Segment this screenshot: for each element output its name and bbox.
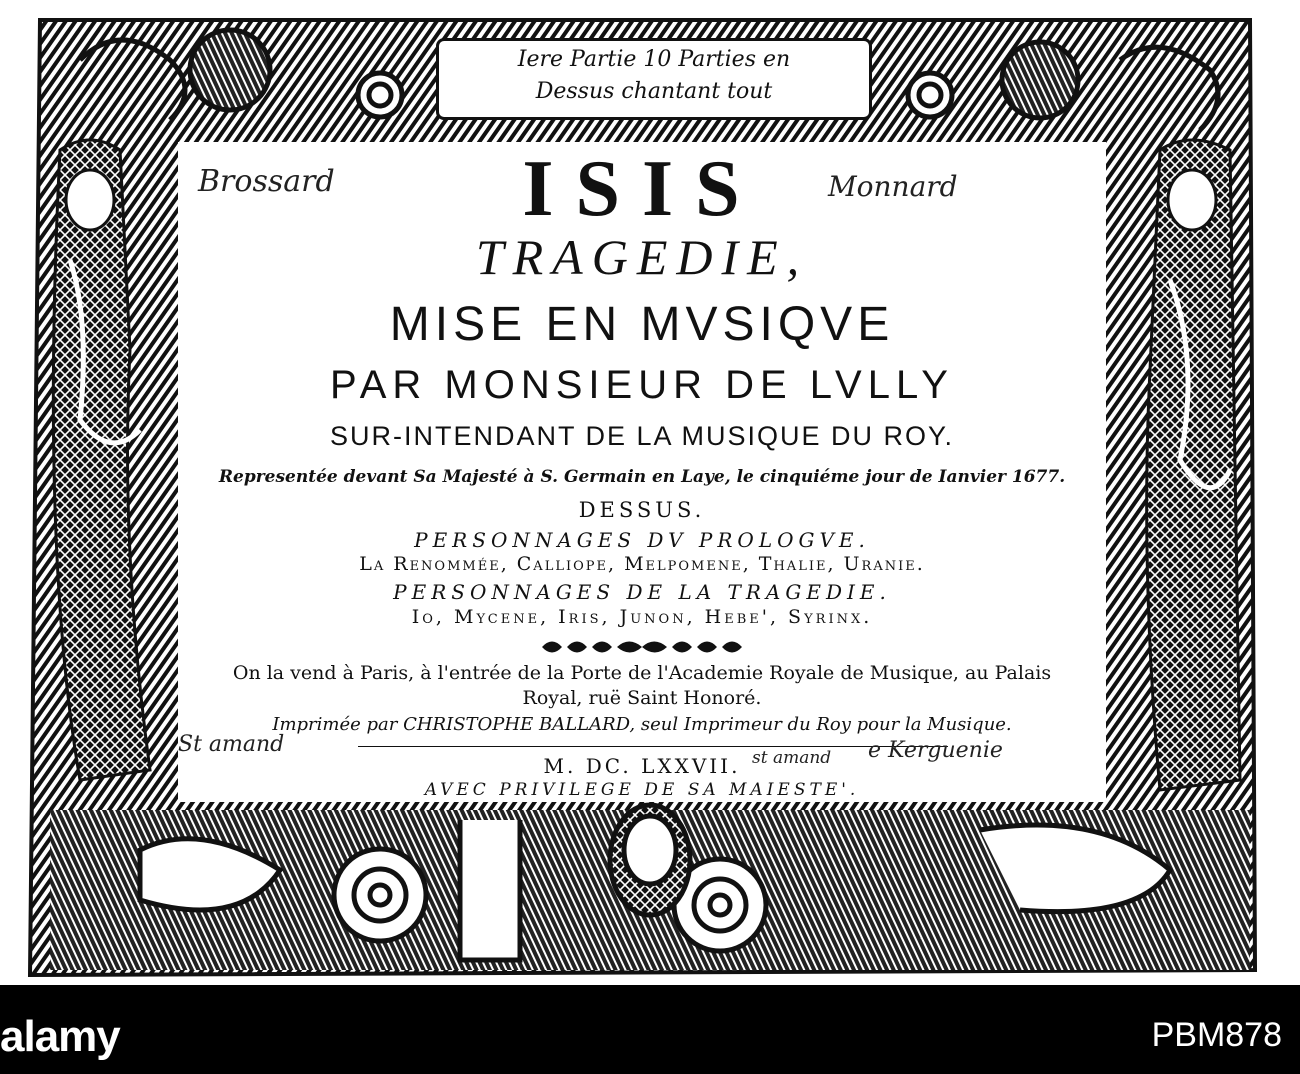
cartouche-line-2: Dessus chantant tout — [535, 79, 773, 104]
handwritten-st-amand-left: St amand — [178, 732, 285, 757]
watermark-band — [0, 985, 1300, 1074]
divider-rule — [358, 746, 948, 747]
title-isis: ISIS — [522, 145, 762, 233]
top-cartouche — [436, 38, 872, 120]
prologue-roles: La Renommée, Calliope, Melpomene, Thalie, Uranie. — [359, 553, 925, 575]
subtitle-tragedie: TRAGEDIE, — [475, 229, 809, 285]
composer-title: SUR-INTENDANT DE LA MUSIQUE DU ROY. — [329, 421, 955, 451]
stock-image-id: PBM878 — [1151, 1016, 1282, 1054]
watermark-brand: alamy — [0, 1012, 120, 1061]
composer-line: PAR MONSIEUR DE LVLLY — [330, 363, 954, 407]
fleuron-ornament — [542, 636, 742, 658]
tragedie-roles: Io, Mycene, Iris, Junon, Hebe', Syrinx. — [411, 606, 873, 628]
tragedie-heading: PERSONNAGES DE LA TRAGEDIE. — [393, 580, 891, 604]
publication-year: M. DC. LXXVII. — [543, 754, 741, 778]
handwritten-signature-right: Monnard — [828, 170, 958, 203]
right-caryatid — [1147, 140, 1240, 790]
prologue-heading: PERSONNAGES DV PROLOGVE. — [414, 528, 870, 552]
performance-note: Representée devant Sa Majesté à S. Germain en Laye, le cinquiéme jour de Ianvier 1677. — [218, 467, 1066, 487]
cartouche-line-1: Iere Partie 10 Parties en — [517, 47, 791, 72]
title-plate — [178, 142, 1106, 802]
subtitle-mise-en-musique: MISE EN MVSIQVE — [389, 298, 895, 351]
handwritten-kerguene: e Kerguenie — [868, 738, 1003, 763]
part-name: DESSUS. — [578, 498, 706, 522]
printer-line: Imprimée par CHRISTOPHE BALLARD, seul Imprimeur du Roy pour la Musique. — [272, 714, 1012, 735]
sale-line-2: Royal, ruë Saint Honoré. — [522, 687, 762, 709]
sale-line-1: On la vend à Paris, à l'entrée de la Porte de l'Academie Royale de Musique, au Palais — [232, 662, 1052, 684]
privilege-line: AVEC PRIVILEGE DE SA MAIESTE'. — [424, 780, 860, 800]
handwritten-st-amand-right: st amand — [752, 748, 832, 768]
handwritten-signature-left: Brossard — [198, 164, 335, 199]
